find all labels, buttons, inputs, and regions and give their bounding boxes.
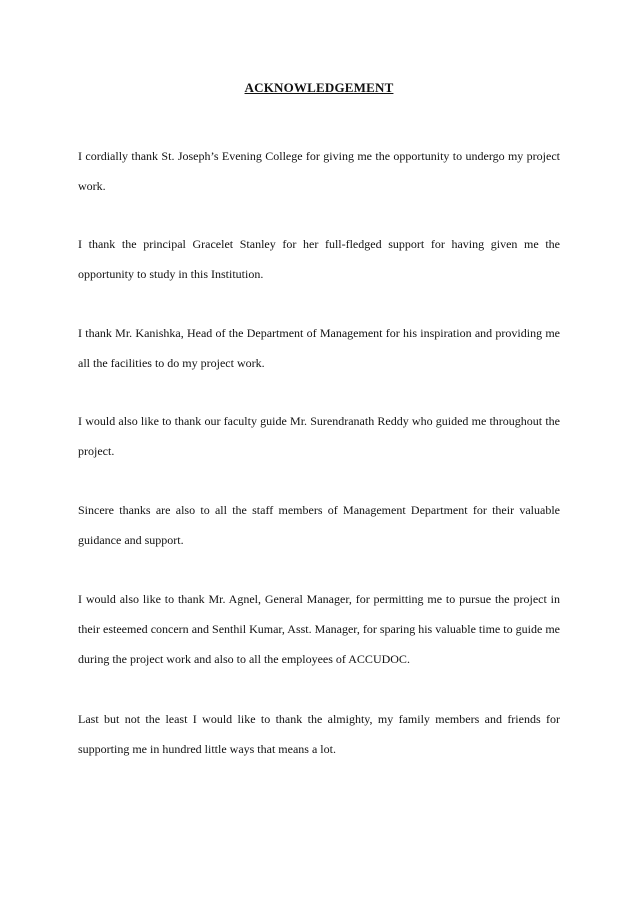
acknowledgement-paragraph-company: I would also like to thank Mr. Agnel, General Manager, for permitting me to pursue the project in their esteemed concern and Senthil Kumar, Asst. Manager, for sparing his valuable time to guide me during the project work and also to all the employees of ACCUDOC. bbox=[78, 592, 560, 666]
page-title: ACKNOWLEDGEMENT bbox=[244, 80, 394, 95]
acknowledgement-paragraph-college: I cordially thank St. Joseph’s Evening College for giving me the opportunity to undergo my project work. bbox=[78, 149, 560, 193]
acknowledgement-paragraph-principal: I thank the principal Gracelet Stanley for her full-fledged support for having given me the opportunity to study in this Institution. bbox=[78, 237, 560, 281]
acknowledgement-paragraph-department-head: I thank Mr. Kanishka, Head of the Department of Management for his inspiration and providing me all the facilities to do my project work. bbox=[78, 326, 560, 370]
acknowledgement-paragraph-staff: Sincere thanks are also to all the staff members of Management Department for their valuable guidance and support. bbox=[78, 503, 560, 547]
acknowledgement-paragraph-faculty-guide: I would also like to thank our faculty guide Mr. Surendranath Reddy who guided me throughout the project. bbox=[78, 414, 560, 458]
acknowledgement-paragraph-family: Last but not the least I would like to thank the almighty, my family members and friends for supporting me in hundred little ways that means a lot. bbox=[78, 712, 560, 756]
